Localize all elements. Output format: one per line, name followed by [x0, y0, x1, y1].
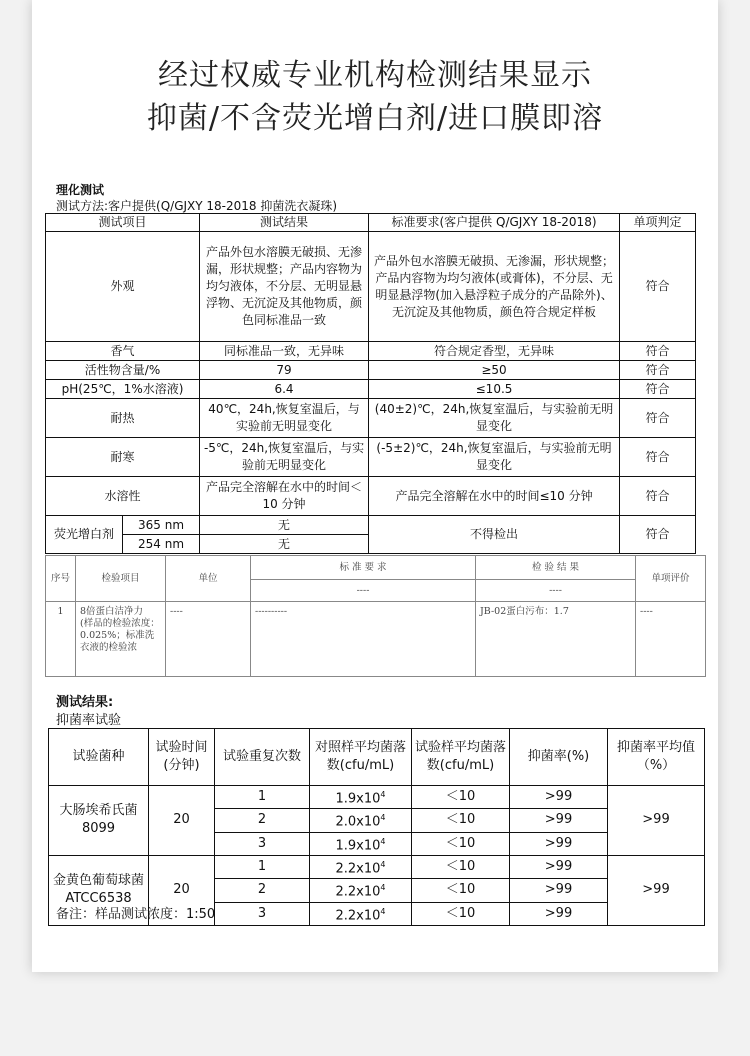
physchem-table — [45, 213, 696, 554]
row-result: JB-02蛋白污布：1.7 — [476, 602, 636, 677]
control-value: 2.2x10 — [335, 907, 381, 923]
row-result: 40℃，24h,恢复室温后，与实验前无明显变化 — [200, 399, 369, 438]
fluor-standard: 不得检出 — [369, 516, 620, 554]
physchem-row — [46, 361, 696, 380]
row-item: 耐热 — [46, 399, 200, 438]
antibac-row — [49, 786, 705, 809]
repeat-number: 2 — [215, 809, 310, 832]
control-value: 1.9x10 — [335, 837, 381, 853]
physchem-title: 理化测试 — [56, 183, 105, 197]
row-item: 外观 — [46, 232, 200, 342]
control-exponent: 4 — [380, 790, 386, 799]
sample-count: ＜10 — [412, 809, 510, 832]
physchem-row — [46, 438, 696, 477]
control-value: 2.2x10 — [335, 861, 381, 877]
antibac-row — [49, 855, 705, 878]
fluor-result-1: 无 — [200, 516, 369, 535]
row-standard: ---------- — [251, 602, 476, 677]
row-verdict: 符合 — [620, 361, 696, 380]
row-standard: 产品完全溶解在水中的时间≤10 分钟 — [369, 477, 620, 516]
row-eval: ---- — [636, 602, 706, 677]
headline-line1: 经过权威专业机构检测结果显示 — [158, 58, 592, 93]
rate: >99 — [510, 809, 608, 832]
row-item-name: 8倍蛋白洁净力 — [80, 606, 144, 617]
control-value: 1.9x10 — [335, 791, 381, 807]
physchem-row-fluor — [46, 516, 696, 535]
strain-name: 金黄色葡萄球菌ATCC6538 — [49, 855, 149, 925]
fluor-result-2: 无 — [200, 535, 369, 554]
header-eval: 单项评价 — [636, 556, 706, 602]
header-standard: 标准要求(客户提供 Q/GJXY 18-2018) — [369, 214, 620, 232]
control-count — [310, 832, 412, 855]
repeat-number: 2 — [215, 879, 310, 902]
strain-time: 20 — [149, 786, 215, 856]
sample-count: ＜10 — [412, 786, 510, 809]
antibac-header-row — [49, 729, 705, 786]
physchem-row — [46, 342, 696, 361]
rate: >99 — [510, 786, 608, 809]
header-time: 试验时间(分钟) — [149, 729, 215, 786]
rate: >99 — [510, 879, 608, 902]
control-exponent: 4 — [380, 906, 386, 916]
row-verdict: 符合 — [620, 477, 696, 516]
sample-count: ＜10 — [412, 855, 510, 878]
header-rate-avg: 抑菌率平均值（%） — [608, 729, 705, 786]
row-seq: 1 — [46, 602, 76, 677]
rate: >99 — [510, 832, 608, 855]
row-item: 耐寒 — [46, 438, 200, 477]
row-verdict: 符合 — [620, 399, 696, 438]
repeat-number: 1 — [215, 786, 310, 809]
repeat-number: 3 — [215, 902, 310, 925]
rate-avg: >99 — [608, 855, 705, 925]
header-item: 检验项目 — [76, 556, 166, 602]
row-standard: 产品外包水溶膜无破损、无渗漏，形状规整；产品内容物为均匀液体(或膏体)，不分层、无明显悬浮物(加入悬浮粒子成分的产品除外)、无沉淀及其他物质，颜色符合规定样板 — [369, 232, 620, 342]
subheader-result-dashes: ---- — [476, 580, 636, 602]
row-verdict: 符合 — [620, 438, 696, 477]
control-exponent: 4 — [380, 813, 386, 823]
physchem-header-row — [46, 214, 696, 232]
control-exponent: 4 — [380, 883, 386, 893]
row-item: 水溶性 — [46, 477, 200, 516]
strain-time: 20 — [149, 855, 215, 925]
row-result: 79 — [200, 361, 369, 380]
physchem-row — [46, 232, 696, 342]
header-repeat: 试验重复次数 — [215, 729, 310, 786]
row-standard: 符合规定香型，无异味 — [369, 342, 620, 361]
repeat-number: 1 — [215, 855, 310, 878]
sample-count: ＜10 — [412, 832, 510, 855]
row-item — [76, 602, 166, 677]
subheader-standard-dashes: ---- — [251, 580, 476, 602]
header-item: 测试项目 — [46, 214, 200, 232]
header-strain: 试验菌种 — [49, 729, 149, 786]
antibac-note: 备注：样品测试浓度：1:50 — [56, 907, 216, 922]
header-sample: 试验样平均菌落数(cfu/mL) — [412, 729, 510, 786]
header-rate: 抑菌率(%) — [510, 729, 608, 786]
row-verdict: 符合 — [620, 380, 696, 399]
sample-count: ＜10 — [412, 879, 510, 902]
row-standard: (40±2)℃，24h,恢复室温后，与实验前无明显变化 — [369, 399, 620, 438]
fluor-wavelength-1: 365 nm — [123, 516, 200, 535]
header-control: 对照样平均菌落数(cfu/mL) — [310, 729, 412, 786]
rate: >99 — [510, 902, 608, 925]
repeat-number: 3 — [215, 832, 310, 855]
physchem-row — [46, 477, 696, 516]
inspection-table — [45, 555, 706, 677]
physchem-row — [46, 380, 696, 399]
control-exponent: 4 — [380, 836, 386, 846]
fluor-verdict: 符合 — [620, 516, 696, 554]
sample-count: ＜10 — [412, 902, 510, 925]
row-unit: ---- — [166, 602, 251, 677]
row-item: pH(25℃，1%水溶液) — [46, 380, 200, 399]
control-value: 2.0x10 — [335, 814, 381, 830]
rate-avg: >99 — [608, 786, 705, 856]
row-standard: ≤10.5 — [369, 380, 620, 399]
row-item: 活性物含量/% — [46, 361, 200, 380]
header-standard: 标 准 要 求 — [251, 556, 476, 580]
header-seq: 序号 — [46, 556, 76, 602]
inspection-header-row — [46, 556, 706, 580]
row-verdict: 符合 — [620, 342, 696, 361]
control-count — [310, 855, 412, 878]
row-item-note: (样品的检验浓度：0.025%；标准洗衣液的检验浓 — [80, 618, 160, 653]
control-count — [310, 902, 412, 925]
fluor-item: 荧光增白剂 — [46, 516, 123, 554]
physchem-row — [46, 399, 696, 438]
row-standard: (-5±2)℃，24h,恢复室温后，与实验前无明显变化 — [369, 438, 620, 477]
headline-line2: 抑菌/不含荧光增白剂/进口膜即溶 — [146, 101, 604, 136]
row-result: 产品完全溶解在水中的时间＜10 分钟 — [200, 477, 369, 516]
antibac-title: 测试结果: — [56, 695, 114, 710]
control-count — [310, 809, 412, 832]
row-result: -5℃，24h,恢复室温后，与实验前无明显变化 — [200, 438, 369, 477]
header-result: 检 验 结 果 — [476, 556, 636, 580]
row-verdict: 符合 — [620, 232, 696, 342]
row-result: 同标准品一致，无异味 — [200, 342, 369, 361]
physchem-method: 测试方法:客户提供(Q/GJXY 18-2018 抑菌洗衣凝珠) — [56, 199, 338, 213]
strain-name: 大肠埃希氏菌8099 — [49, 786, 149, 856]
row-result: 6.4 — [200, 380, 369, 399]
control-exponent: 4 — [380, 859, 386, 869]
header-verdict: 单项判定 — [620, 214, 696, 232]
antibac-subtitle: 抑菌率试验 — [56, 713, 122, 728]
control-count — [310, 879, 412, 902]
row-item: 香气 — [46, 342, 200, 361]
control-count — [310, 786, 412, 809]
header-result: 测试结果 — [200, 214, 369, 232]
row-result: 产品外包水溶膜无破损、无渗漏，形状规整；产品内容物为均匀液体，不分层、无明显悬浮物、无沉淀及其他物质，颜色同标准品一致 — [200, 232, 369, 342]
header-unit: 单位 — [166, 556, 251, 602]
inspection-row — [46, 602, 706, 677]
fluor-wavelength-2: 254 nm — [123, 535, 200, 554]
control-value: 2.2x10 — [335, 884, 381, 900]
antibac-table — [48, 728, 705, 926]
rate: >99 — [510, 855, 608, 878]
row-standard: ≥50 — [369, 361, 620, 380]
